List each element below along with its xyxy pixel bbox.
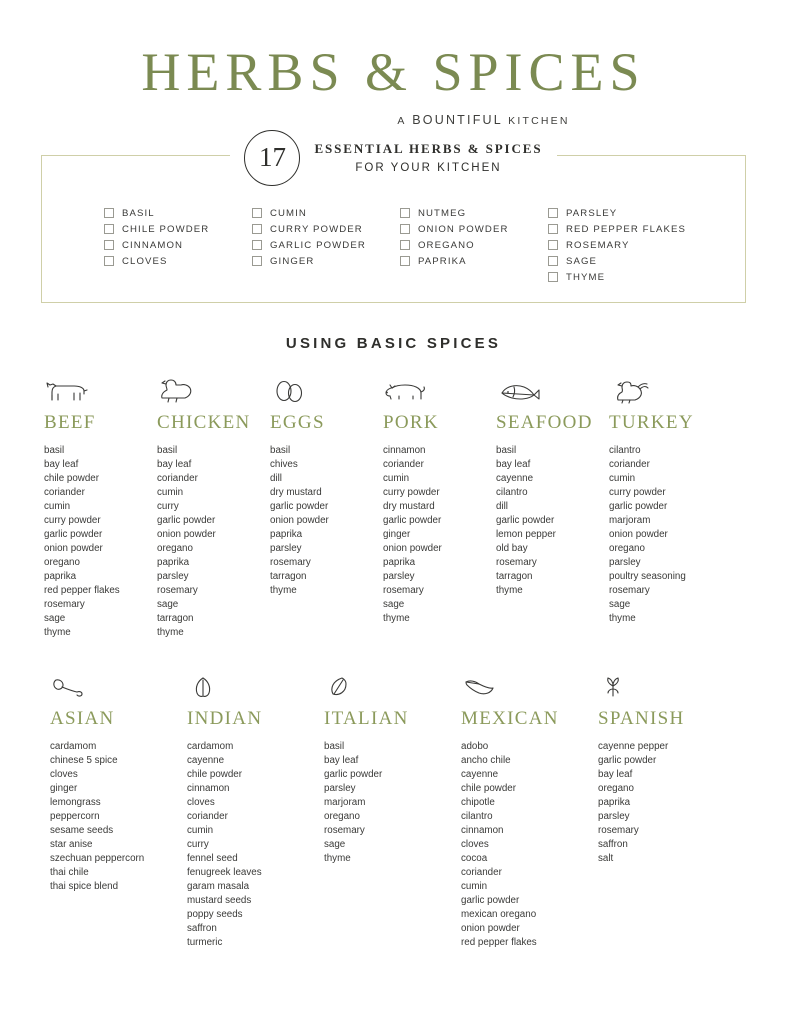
- list-item: rosemary: [324, 824, 365, 836]
- list-item: bay leaf: [598, 768, 633, 780]
- list-item: dill: [496, 500, 508, 512]
- list-item: parsley: [598, 810, 630, 822]
- list-item: cinnamon: [383, 444, 426, 456]
- category-item-list: [44, 444, 157, 640]
- list-item: marjoram: [324, 796, 366, 808]
- list-item: garlic powder: [157, 514, 216, 526]
- list-item: tarragon: [496, 570, 533, 582]
- eggs-icon: [270, 374, 383, 404]
- checklist-title-line-2: FOR YOUR KITCHEN: [355, 162, 502, 175]
- category-asian: [50, 670, 187, 950]
- category-eggs: [270, 374, 383, 640]
- list-item: turmeric: [187, 936, 223, 948]
- list-item: garlic powder: [609, 500, 668, 512]
- category-beef: [44, 374, 157, 640]
- list-item: poppy seeds: [187, 908, 243, 920]
- list-item: dry mustard: [270, 486, 322, 498]
- list-item: rosemary: [598, 824, 639, 836]
- list-item: tarragon: [270, 570, 307, 582]
- list-item: chipotle: [461, 796, 495, 808]
- list-item: cardamom: [50, 740, 97, 752]
- checklist-column: [548, 208, 696, 288]
- list-item: thyme: [383, 612, 410, 624]
- list-item: rosemary: [44, 598, 85, 610]
- category-title: MEXICAN: [461, 707, 559, 729]
- list-item: lemon pepper: [496, 528, 556, 540]
- category-title: EGGS: [270, 411, 325, 433]
- cuisine-category-grid: [0, 670, 787, 950]
- checklist-item-label: GINGER: [270, 255, 315, 267]
- brand-name: BOUNTIFUL: [412, 112, 503, 127]
- list-item: coriander: [157, 472, 198, 484]
- checklist-title-line-1: ESSENTIAL HERBS & SPICES: [314, 141, 543, 157]
- list-item: cumin: [44, 500, 71, 512]
- checklist-item[interactable]: [400, 208, 548, 219]
- list-item: parsley: [324, 782, 356, 794]
- list-item: oregano: [609, 542, 645, 554]
- list-item: onion powder: [44, 542, 103, 554]
- list-item: garlic powder: [598, 754, 657, 766]
- list-item: bay leaf: [157, 458, 192, 470]
- checklist-item[interactable]: [548, 272, 696, 283]
- list-item: szechuan peppercorn: [50, 852, 145, 864]
- list-item: curry: [157, 500, 179, 512]
- list-item: coriander: [609, 458, 650, 470]
- list-item: peppercorn: [50, 810, 100, 822]
- checklist-item-label: CLOVES: [122, 255, 168, 267]
- list-item: paprika: [598, 796, 631, 808]
- list-item: red pepper flakes: [44, 584, 120, 596]
- list-item: sage: [157, 598, 179, 610]
- checklist-item[interactable]: [104, 224, 252, 235]
- category-title: INDIAN: [187, 707, 263, 729]
- checklist-item[interactable]: [548, 224, 696, 235]
- list-item: cloves: [50, 768, 78, 780]
- checklist-item[interactable]: [104, 256, 252, 267]
- essential-checklist-panel: [41, 141, 746, 303]
- checkbox-icon[interactable]: [104, 256, 114, 266]
- checkbox-icon[interactable]: [548, 272, 558, 282]
- category-item-list: [50, 740, 187, 894]
- list-item: oregano: [324, 810, 360, 822]
- list-item: sage: [44, 612, 66, 624]
- list-item: garlic powder: [270, 500, 329, 512]
- list-item: rosemary: [270, 556, 311, 568]
- checkbox-icon[interactable]: [548, 224, 558, 234]
- list-item: ginger: [383, 528, 411, 540]
- list-item: garlic powder: [44, 528, 103, 540]
- list-item: basil: [157, 444, 178, 456]
- checklist-item[interactable]: [252, 208, 400, 219]
- list-item: cayenne: [496, 472, 534, 484]
- category-title: ASIAN: [50, 707, 115, 729]
- list-item: rosemary: [383, 584, 424, 596]
- checklist-item-label: GARLIC POWDER: [270, 239, 366, 251]
- checklist-item-label: OREGANO: [418, 239, 475, 251]
- checklist-item-label: THYME: [566, 271, 606, 283]
- list-item: sage: [609, 598, 631, 610]
- list-item: thyme: [324, 852, 351, 864]
- list-item: poultry seasoning: [609, 570, 686, 582]
- checkbox-icon[interactable]: [252, 256, 262, 266]
- checkbox-icon[interactable]: [104, 240, 114, 250]
- turkey-icon: [609, 374, 722, 404]
- list-item: adobo: [461, 740, 489, 752]
- list-item: fennel seed: [187, 852, 238, 864]
- list-item: onion powder: [157, 528, 216, 540]
- list-item: basil: [270, 444, 291, 456]
- checkbox-icon[interactable]: [252, 208, 262, 218]
- checklist-item[interactable]: [400, 256, 548, 267]
- checkbox-icon[interactable]: [548, 256, 558, 266]
- list-item: chile powder: [187, 768, 243, 780]
- list-item: coriander: [187, 810, 228, 822]
- list-item: cilantro: [461, 810, 493, 822]
- checkbox-icon[interactable]: [400, 256, 410, 266]
- list-item: coriander: [383, 458, 424, 470]
- list-item: bay leaf: [44, 458, 79, 470]
- list-item: chile powder: [461, 782, 517, 794]
- list-item: onion powder: [609, 528, 668, 540]
- list-item: sage: [383, 598, 405, 610]
- list-item: parsley: [270, 542, 302, 554]
- category-title: CHICKEN: [157, 411, 251, 433]
- checklist-item-label: PARSLEY: [566, 207, 618, 219]
- checklist-item-label: ROSEMARY: [566, 239, 630, 251]
- checklist-item[interactable]: [548, 240, 696, 251]
- checklist-item[interactable]: [104, 240, 252, 251]
- saffron-icon: [598, 670, 735, 700]
- list-item: salt: [598, 852, 614, 864]
- list-item: basil: [324, 740, 345, 752]
- checklist-item-label: CHILE POWDER: [122, 223, 210, 235]
- list-item: mexican oregano: [461, 908, 537, 920]
- brand-article: A: [397, 114, 407, 127]
- list-item: tarragon: [157, 612, 194, 624]
- checkbox-icon[interactable]: [104, 224, 114, 234]
- checklist-item[interactable]: [252, 256, 400, 267]
- list-item: rosemary: [496, 556, 537, 568]
- list-item: rosemary: [157, 584, 198, 596]
- checkbox-icon[interactable]: [400, 208, 410, 218]
- list-item: curry: [187, 838, 209, 850]
- checklist-item-label: PAPRIKA: [418, 255, 467, 267]
- checklist-item[interactable]: [252, 240, 400, 251]
- list-item: saffron: [598, 838, 628, 850]
- list-item: paprika: [270, 528, 303, 540]
- checklist-column: [104, 208, 252, 288]
- list-item: curry powder: [44, 514, 101, 526]
- category-item-list: [383, 444, 496, 626]
- checklist-panel-header: [42, 130, 745, 186]
- list-item: saffron: [187, 922, 217, 934]
- list-item: thyme: [270, 584, 297, 596]
- category-turkey: [609, 374, 722, 640]
- list-item: parsley: [609, 556, 641, 568]
- list-item: oregano: [598, 782, 634, 794]
- list-item: chives: [270, 458, 298, 470]
- list-item: thai chile: [50, 866, 89, 878]
- poster-header: [0, 0, 787, 127]
- checkbox-icon[interactable]: [252, 224, 262, 234]
- list-item: bay leaf: [324, 754, 359, 766]
- list-item: rosemary: [609, 584, 650, 596]
- list-item: fenugreek leaves: [187, 866, 262, 878]
- list-item: cloves: [461, 838, 489, 850]
- category-title: ITALIAN: [324, 707, 409, 729]
- list-item: paprika: [44, 570, 77, 582]
- list-item: sage: [324, 838, 346, 850]
- basil-leaf-icon: [324, 670, 461, 700]
- checklist-item[interactable]: [548, 208, 696, 219]
- list-item: onion powder: [461, 922, 520, 934]
- pepper-icon: [461, 670, 598, 700]
- list-item: red pepper flakes: [461, 936, 537, 948]
- category-seafood: [496, 374, 609, 640]
- list-item: ginger: [50, 782, 78, 794]
- checklist-item[interactable]: [400, 240, 548, 251]
- category-spanish: [598, 670, 735, 950]
- list-item: sesame seeds: [50, 824, 114, 836]
- checklist-item-label: RED PEPPER FLAKES: [566, 223, 687, 235]
- page-title: HERBS & SPICES: [141, 42, 646, 102]
- list-item: paprika: [157, 556, 190, 568]
- list-item: cumin: [461, 880, 488, 892]
- list-item: dill: [270, 472, 282, 484]
- list-item: bay leaf: [496, 458, 531, 470]
- list-item: oregano: [157, 542, 193, 554]
- checklist-item[interactable]: [252, 224, 400, 235]
- list-item: lemongrass: [50, 796, 101, 808]
- list-item: cumin: [157, 486, 184, 498]
- list-item: garlic powder: [383, 514, 442, 526]
- list-item: curry powder: [609, 486, 666, 498]
- checklist-item-label: BASIL: [122, 207, 155, 219]
- category-title: PORK: [383, 411, 439, 433]
- category-title: BEEF: [44, 411, 96, 433]
- checklist-count-badge: 17: [244, 130, 300, 186]
- list-item: thyme: [609, 612, 636, 624]
- category-chicken: [157, 374, 270, 640]
- checkbox-icon[interactable]: [400, 224, 410, 234]
- list-item: oregano: [44, 556, 80, 568]
- list-item: cinnamon: [187, 782, 230, 794]
- list-item: curry powder: [383, 486, 440, 498]
- list-item: garlic powder: [324, 768, 383, 780]
- category-item-list: [496, 444, 609, 598]
- list-item: cinnamon: [461, 824, 504, 836]
- list-item: mustard seeds: [187, 894, 252, 906]
- checklist-item-label: CINNAMON: [122, 239, 184, 251]
- checklist-column: [400, 208, 548, 288]
- checklist-item-label: SAGE: [566, 255, 598, 267]
- list-item: garlic powder: [461, 894, 520, 906]
- list-item: onion powder: [383, 542, 442, 554]
- list-item: thai spice blend: [50, 880, 119, 892]
- brand-line: [0, 113, 787, 127]
- pistachio-icon: [187, 670, 324, 700]
- pig-icon: [383, 374, 496, 404]
- list-item: garam masala: [187, 880, 250, 892]
- checklist-item-label: CURRY POWDER: [270, 223, 363, 235]
- checklist-item-label: CUMIN: [270, 207, 307, 219]
- category-title: TURKEY: [609, 411, 694, 433]
- category-title: SPANISH: [598, 707, 685, 729]
- brand-suffix: KITCHEN: [508, 114, 570, 127]
- category-italian: [324, 670, 461, 950]
- list-item: thyme: [44, 626, 71, 638]
- list-item: chile powder: [44, 472, 100, 484]
- category-item-list: [598, 740, 735, 866]
- list-item: thyme: [496, 584, 523, 596]
- category-item-list: [324, 740, 461, 866]
- checklist-item[interactable]: [400, 224, 548, 235]
- checklist-item[interactable]: [104, 208, 252, 219]
- chicken-icon: [157, 374, 270, 404]
- checkbox-icon[interactable]: [548, 240, 558, 250]
- list-item: garlic powder: [496, 514, 555, 526]
- list-item: coriander: [44, 486, 85, 498]
- section-heading: USING BASIC SPICES: [285, 334, 502, 352]
- checklist-column: [252, 208, 400, 288]
- list-item: onion powder: [270, 514, 329, 526]
- category-indian: [187, 670, 324, 950]
- category-item-list: [187, 740, 324, 950]
- category-item-list: [270, 444, 383, 598]
- list-item: star anise: [50, 838, 93, 850]
- list-item: parsley: [383, 570, 415, 582]
- checkbox-icon[interactable]: [548, 208, 558, 218]
- protein-category-grid: [0, 374, 787, 640]
- checkbox-icon[interactable]: [252, 240, 262, 250]
- list-item: cilantro: [496, 486, 528, 498]
- checklist-item-label: ONION POWDER: [418, 223, 509, 235]
- list-item: old bay: [496, 542, 528, 554]
- list-item: basil: [44, 444, 65, 456]
- list-item: cayenne pepper: [598, 740, 669, 752]
- list-item: basil: [496, 444, 517, 456]
- checkbox-icon[interactable]: [104, 208, 114, 218]
- list-item: paprika: [383, 556, 416, 568]
- category-item-list: [157, 444, 270, 640]
- list-item: chinese 5 spice: [50, 754, 118, 766]
- list-item: cumin: [383, 472, 410, 484]
- list-item: cloves: [187, 796, 215, 808]
- list-item: marjoram: [609, 514, 651, 526]
- list-item: coriander: [461, 866, 502, 878]
- checklist-item-label: NUTMEG: [418, 207, 467, 219]
- list-item: cardamom: [187, 740, 234, 752]
- list-item: cumin: [609, 472, 636, 484]
- list-item: thyme: [157, 626, 184, 638]
- list-item: cilantro: [609, 444, 641, 456]
- chili-sprout-icon: [50, 670, 187, 700]
- list-item: cayenne: [461, 768, 499, 780]
- list-item: cayenne: [187, 754, 225, 766]
- checkbox-icon[interactable]: [400, 240, 410, 250]
- category-pork: [383, 374, 496, 640]
- category-item-list: [461, 740, 598, 950]
- list-item: cumin: [187, 824, 214, 836]
- category-mexican: [461, 670, 598, 950]
- cow-icon: [44, 374, 157, 404]
- checklist-item[interactable]: [548, 256, 696, 267]
- fish-icon: [496, 374, 609, 404]
- list-item: cocoa: [461, 852, 488, 864]
- category-title: SEAFOOD: [496, 411, 593, 433]
- list-item: parsley: [157, 570, 189, 582]
- list-item: dry mustard: [383, 500, 435, 512]
- list-item: ancho chile: [461, 754, 511, 766]
- category-item-list: [609, 444, 722, 626]
